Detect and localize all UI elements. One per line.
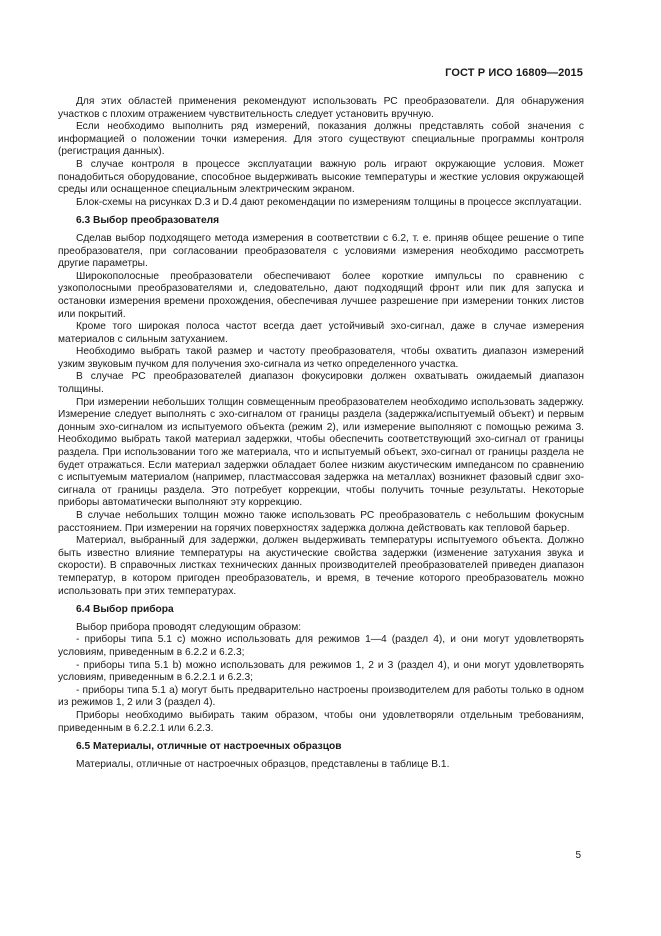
- paragraph: Приборы необходимо выбирать таким образом, чтобы они удовлетворяли отдельным требованиям, приведенным в 6.2.2.1 или 6.2.3.: [58, 709, 584, 734]
- paragraph: Блок-схемы на рисунках D.3 и D.4 дают рекомендации по измерениям толщины в процессе эксплуатации.: [76, 196, 582, 208]
- list-item: - приборы типа 5.1 b) можно использовать для режимов 1, 2 и 3 (раздел 4), и они могут удовлетворять условиям, приведенным в 6.2.2.1 и 6.2.3;: [58, 659, 584, 684]
- paragraph: Выбор прибора проводят следующим образом:: [76, 621, 302, 633]
- section-heading: 6.3 Выбор преобразователя: [76, 215, 220, 227]
- list-item: - приборы типа 5.1 с) можно использовать для режимов 1—4 (раздел 4), и они могут удовлетворять условиям, приведенным в 6.2.2 и 6.2.3;: [58, 634, 584, 658]
- paragraph: Широкополосные преобразователи обеспечивают более короткие импульсы по сравнению с узкополосными преобразователями и, следовательно, дают подходящий фронт или пик для запуска и остановки измерения времени прохождения, обеспечивая лучшее разрешение при измерении тонких листов или покрытий.: [58, 270, 584, 320]
- page-number: 5: [575, 850, 581, 861]
- list-item: - приборы типа 5.1 а) могут быть предварительно настроены производителем для работы только в одном из режимов 1, 2 или 3 (раздел 4).: [58, 684, 584, 709]
- paragraph: Кроме того широкая полоса частот всегда дает устойчивый эхо-сигнал, даже в случае измерения материалов с сильным затуханием.: [58, 321, 584, 345]
- paragraph: Для этих областей применения рекомендуют использовать РС преобразователи. Для обнаружения участков с плохим отражением чувствительность следует установить вручную.: [58, 96, 584, 120]
- paragraph: Материалы, отличные от настроечных образцов, представлены в таблице B.1.: [76, 758, 450, 770]
- paragraph: При измерении небольших толщин совмещенным преобразователем необходимо использовать задержку. Измерение следует выполнять с эхо-сигналом от границы раздела (задержка/испытуемый объект) и первым донным эхо-сигналом из испытуемого объекта (режим 2), или измерение выполняют с помощью режима 3. Необходимо выбрать такой материал задержки, чтобы обеспечить соответствующий эхо-сигнал от границы раздела. При использовании того же материала, что и испытуемый объект, эхо-сигнал от границы раздела не будет отражаться. Если материал задержки обладает более низким акустическим импедансом по сравнению с испытуемым материалом (например, пластмассовая задержка на металлах) возникнет фазовый сдвиг эхо-сигнала от границы раздела. Это потребует коррекции, чтобы получить точные результаты. Некоторые приборы автоматически выполняют эту коррекцию.: [58, 396, 584, 509]
- section-heading: 6.5 Материалы, отличные от настроечных образцов: [76, 741, 342, 753]
- paragraph: В случае небольших толщин можно также использовать РС преобразователь с небольшим фокусным расстоянием. При измерении на горячих поверхностях задержка должна действовать как тепловой барьер.: [58, 510, 584, 534]
- document-body: [58, 96, 584, 771]
- paragraph: Если необходимо выполнить ряд измерений, показания должны представлять собой значения с информацией о положении точки измерения. Для этого существуют специальные программы контроля (регистрация данных).: [58, 121, 584, 158]
- paragraph: В случае контроля в процессе эксплуатации важную роль играют окружающие условия. Может понадобиться оборудование, способное выдерживать высокие температуры и жесткие условия окружающей среды или оснащенное специальным электрическим экраном.: [58, 158, 584, 196]
- page-header-standard: ГОСТ Р ИСО 16809—2015: [445, 67, 583, 79]
- paragraph: В случае РС преобразователей диапазон фокусировки должен охватывать ожидаемый диапазон толщины.: [58, 371, 584, 396]
- paragraph: Необходимо выбрать такой размер и частоту преобразователя, чтобы охватить диапазон измерений узким звуковым пучком для получения эхо-сигнала из четко определенного участка.: [58, 346, 584, 370]
- paragraph: Сделав выбор подходящего метода измерения в соответствии с 6.2, т. е. приняв общее решение о типе преобразователя, при согласовании преобразователя с условиями измерения необходимо рассмотреть другие параметры.: [58, 232, 584, 270]
- section-heading: 6.4 Выбор прибора: [76, 604, 174, 616]
- paragraph: Материал, выбранный для задержки, должен выдерживать температуры испытуемого объекта. Должно быть известно влияние температуры на акустические свойства задержки (изменение затухания звука и скорости). В справочных листках технических данных производителей преобразователей приведен диапазон температур, в котором пригоден преобразователь, и время, в течение которого преобразователь можно использовать при этих температурах.: [58, 535, 584, 597]
